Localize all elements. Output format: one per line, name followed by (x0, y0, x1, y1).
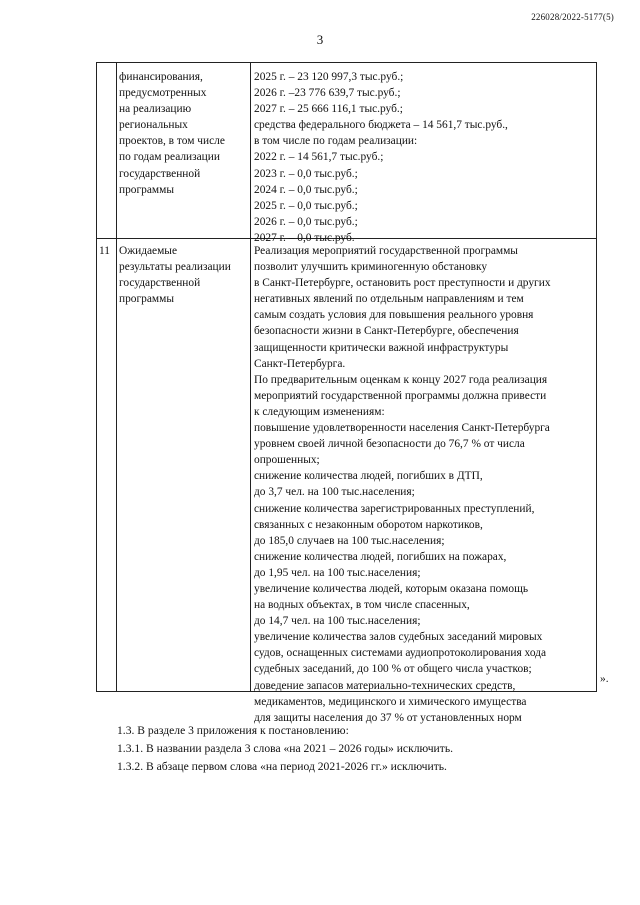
text-line: Санкт-Петербурга. (254, 357, 346, 370)
text-line: увеличение количества людей, которым оказана помощь (254, 582, 529, 595)
text-line: 2024 г. – 0,0 тыс.руб.; (254, 183, 358, 196)
table-column-divider (250, 63, 251, 691)
text-line: результаты реализации (119, 261, 231, 274)
text-line: мероприятий государственной программы должна привести (254, 389, 547, 402)
text-line: в том числе по годам реализации: (254, 135, 418, 148)
row1-value-cell (254, 69, 594, 246)
text-line: к следующим изменениям: (254, 405, 385, 418)
text-line: 2026 г. – 0,0 тыс.руб.; (254, 215, 358, 228)
text-line: до 1,95 чел. на 100 тыс.населения; (254, 566, 421, 579)
closing-quote-mark: ». (600, 673, 609, 685)
text-line: снижение количества людей, погибших в ДТП, (254, 470, 483, 483)
table-column-divider (116, 63, 117, 691)
text-line: судов, оснащенных системами аудиопротоколирования хода (254, 647, 547, 660)
row2-value-cell (254, 243, 594, 726)
text-line: Реализация мероприятий государственной программы (254, 245, 518, 257)
text-line: 2025 г. – 0,0 тыс.руб.; (254, 199, 358, 212)
text-line: негативных явлений по отдельным направлениям и тем (254, 293, 524, 306)
text-line: уровнем своей личной безопасности до 76,7 % от числа (254, 438, 525, 451)
text-line: государственной (119, 277, 201, 290)
text-line: до 14,7 чел. на 100 тыс.населения; (254, 615, 421, 628)
paragraph-1-3-2: 1.3.2. В абзаце первом слова «на период 2021-2026 гг.» исключить. (117, 760, 447, 773)
text-line: Ожидаемые (119, 245, 178, 257)
row2-parameter-cell (119, 243, 249, 307)
text-line: снижение количества зарегистрированных преступлений, (254, 502, 535, 515)
text-line: до 185,0 случаев на 100 тыс.населения; (254, 534, 445, 547)
text-line: 2023 г. – 0,0 тыс.руб.; (254, 167, 358, 180)
row1-parameter-cell (119, 69, 247, 198)
text-line: на реализацию (119, 103, 192, 116)
text-line: 2027 г. – 0,0 тыс.руб. (254, 231, 355, 244)
text-line: повышение удовлетворенности населения Санкт-Петербурга (254, 422, 550, 435)
text-line: безопасности жизни в Санкт-Петербурге, обеспечения (254, 325, 519, 338)
text-line: средства федерального бюджета – 14 561,7 тыс.руб., (254, 119, 508, 132)
text-line: программы (119, 183, 174, 196)
program-table (96, 62, 597, 724)
text-line: По предварительным оценкам к концу 2027 года реализация (254, 373, 548, 386)
text-line: доведение запасов материально-технических средств, (254, 679, 516, 692)
text-line: финансирования, (119, 71, 203, 83)
text-line: программы (119, 293, 174, 306)
text-line: в Санкт-Петербурге, остановить рост преступности и других (254, 277, 551, 290)
text-line: опрошенных; (254, 454, 320, 467)
text-line: на водных объектах, в том числе спасенных, (254, 599, 470, 612)
text-line: защищенности критически важной инфраструктуры (254, 341, 509, 354)
text-line: государственной (119, 167, 201, 180)
text-line: для защиты населения до 37 % от установленных норм (254, 711, 522, 724)
paragraph-1-3-1: 1.3.1. В названии раздела 3 слова «на 2021 – 2026 годы» исключить. (117, 742, 454, 755)
text-line: самым создать условия для повышения реального уровня (254, 309, 534, 322)
text-line: снижение количества людей, погибших на пожарах, (254, 550, 507, 563)
text-line: медикаментов, медицинского и химического имущества (254, 695, 527, 708)
paragraph-1-3: 1.3. В разделе 3 приложения к постановлению: (117, 724, 349, 737)
text-line: увеличение количества залов судебных заседаний мировых (254, 631, 543, 644)
text-line: связанных с незаконным оборотом наркотиков, (254, 518, 483, 531)
text-line: 2027 г. – 25 666 116,1 тыс.руб.; (254, 103, 403, 116)
text-line: позволит улучшить криминогенную обстановку (254, 261, 488, 274)
text-line: 2026 г. –23 776 639,7 тыс.руб.; (254, 87, 401, 100)
text-line: региональных (119, 119, 188, 132)
text-line: до 3,7 чел. на 100 тыс.населения; (254, 486, 415, 499)
text-line: 2025 г. – 23 120 997,3 тыс.руб.; (254, 71, 404, 83)
text-line: предусмотренных (119, 87, 207, 100)
page-number: 3 (316, 32, 324, 47)
row2-number-cell: 11 (99, 245, 110, 257)
text-line: по годам реализации (119, 151, 220, 164)
text-line: судебных заседаний, до 100 % от общего числа участков; (254, 663, 532, 676)
text-line: проектов, в том числе (119, 135, 225, 148)
text-line: 2022 г. – 14 561,7 тыс.руб.; (254, 151, 384, 164)
document-id: 226028/2022-5177(5) (531, 12, 614, 22)
